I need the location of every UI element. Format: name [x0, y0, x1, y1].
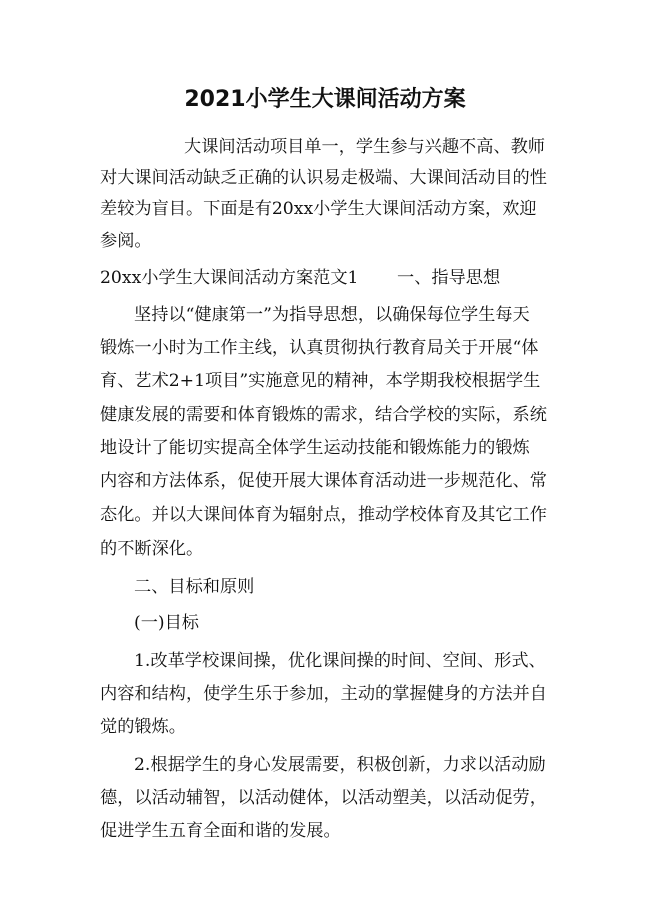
- body-line: 态化。并以大课间体育为辐射点，推动学校体育及其它工作: [100, 505, 547, 525]
- subsection-heading: (一)目标: [134, 613, 199, 633]
- body-line: 促进学生五育全面和谐的发展。: [100, 821, 341, 841]
- intro-line: 参阅。: [100, 231, 152, 251]
- body-line: 内容和结构，使学生乐于参加，主动的掌握健身的方法并自: [100, 684, 547, 704]
- body-line: 育、艺术2+1项目”实施意见的精神，本学期我校根据学生: [100, 371, 541, 391]
- body-line: 2.根据学生的身心发展需要，积极创新，力求以活动励: [134, 755, 546, 775]
- intro-line: 差较为盲目。下面是有20xx小学生大课间活动方案，欢迎: [100, 199, 537, 219]
- intro-line: 对大课间活动缺乏正确的认识易走极端、大课间活动目的性: [100, 168, 547, 188]
- section-heading: 二、目标和原则: [134, 577, 255, 597]
- body-line: 锻炼一小时为工作主线，认真贯彻执行教育局关于开展“体: [100, 338, 539, 358]
- document-title: 2021小学生大课间活动方案: [184, 87, 466, 112]
- sample-heading: 20xx小学生大课间活动方案范文1: [100, 268, 359, 288]
- body-line: 1.改革学校课间操，优化课间操的时间、空间、形式、: [134, 651, 546, 671]
- body-line: 坚持以“健康第一”为指导思想，以确保每位学生每天: [134, 305, 530, 325]
- intro-line: 大课间活动项目单一，学生参与兴趣不高、教师: [184, 137, 545, 157]
- body-line: 觉的锻炼。: [100, 717, 186, 737]
- body-line: 内容和方法体系，促使开展大课体育活动进一步规范化、常: [100, 471, 547, 491]
- body-line: 健康发展的需要和体育锻炼的需求，结合学校的实际，系统: [100, 405, 547, 425]
- body-line: 的不断深化。: [100, 539, 204, 559]
- section-heading: 一、指导思想: [397, 268, 501, 288]
- body-line: 德，以活动辅智，以活动健体，以活动塑美，以活动促劳，: [100, 788, 547, 808]
- body-line: 地设计了能切实提高全体学生运动技能和锻炼能力的锻炼: [100, 438, 530, 458]
